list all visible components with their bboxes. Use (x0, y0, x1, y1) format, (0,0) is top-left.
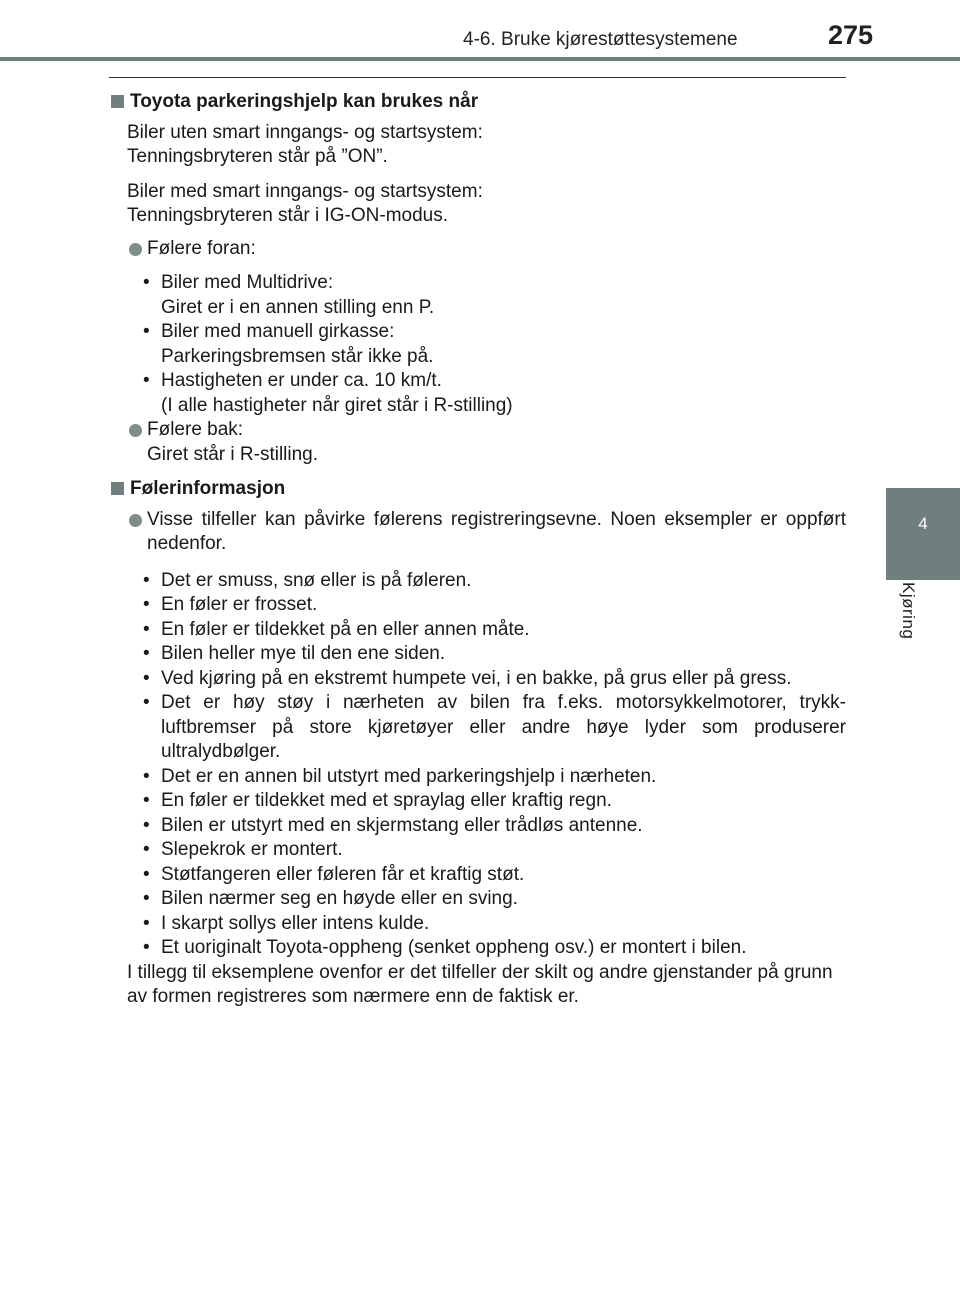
page-number: 275 (828, 20, 874, 50)
list-item-line: Hastigheten er under ca. 10 km/t. (161, 370, 442, 391)
list-item-text: Bilen heller mye til den ene siden. (161, 643, 446, 664)
list-item (141, 887, 846, 912)
bullet-dot-icon: • (143, 594, 150, 615)
bullet-dot-icon: • (143, 863, 150, 885)
list-item (141, 271, 846, 320)
list-item-text: I skarpt sollys eller intens kulde. (161, 912, 430, 934)
bullet-dot-icon: • (143, 765, 150, 787)
list-item (141, 691, 846, 765)
sensor-intro-item (109, 508, 846, 557)
paragraph-line: Tenningsbryteren står på ”ON”. (127, 146, 388, 167)
chapter-number: 4 (918, 514, 928, 533)
paragraph (109, 180, 846, 229)
list-item-text: Det er en annen bil utstyrt med parkeringshjelp i nærheten. (161, 765, 657, 787)
list-item-text: En føler er tildekket på en eller annen måte. (161, 618, 530, 640)
bullet-dot-icon: • (143, 692, 150, 713)
section-title (109, 90, 846, 115)
bullet-dot-icon: • (143, 370, 150, 391)
bullet-dot-icon: • (143, 569, 150, 591)
square-bullet-icon (111, 95, 124, 108)
list-item (141, 320, 846, 369)
content-divider (109, 77, 846, 78)
list-item-text: Det er smuss, snø eller is på føleren. (161, 569, 472, 591)
list-item-text: En føler er frosset. (161, 594, 318, 615)
paragraph (109, 121, 846, 170)
section-sensor-information (109, 477, 846, 1010)
list-item-text: Bilen nærmer seg en høyde eller en sving. (161, 888, 518, 909)
sensor-conditions-list (109, 569, 846, 961)
list-item (141, 863, 846, 888)
list-item (141, 838, 846, 863)
list-item-line: Giret er i en annen stilling enn P. (161, 296, 435, 318)
closing-paragraph: I tillegg til eksemplene ovenfor er det tilfeller der skilt og andre gjenstander på grunn av formen registreres som nærmere enn de faktisk er. (127, 961, 833, 1007)
page-content (109, 90, 846, 1010)
section-title-text: Følerinformasjon (130, 478, 286, 499)
list-item-text: Bilen er utstyrt med en skjermstang eller trådløs antenne. (161, 814, 643, 836)
paragraph-line: Biler med smart inngangs- og startsystem: (127, 180, 483, 202)
rear-sensors-text: Giret står i R-stilling. (147, 443, 319, 465)
list-item-line: Biler med manuell girkasse: (161, 321, 395, 342)
bullet-dot-icon: • (143, 839, 150, 860)
list-item-text: En føler er tildekket med et spraylag eller kraftig regn. (161, 790, 612, 811)
section-heading: 4-6. Bruke kjørestøttesystemene (463, 29, 738, 50)
list-item (141, 642, 846, 667)
section-title (109, 477, 846, 502)
bullet-dot-icon: • (143, 667, 150, 689)
list-item (141, 369, 846, 418)
circle-bullet-icon (129, 243, 142, 256)
paragraph-line: Tenningsbryteren står i IG-ON-modus. (127, 205, 449, 226)
list-item-line: Biler med Multidrive: (161, 272, 334, 293)
sensor-intro-text: Visse tilfeller kan påvirke følerens registreringsevne. Noen eksempler er oppført nedenfor. (147, 508, 846, 554)
chapter-label: Kjøring (899, 582, 918, 640)
list-item-line: Parkeringsbremsen står ikke på. (161, 345, 434, 367)
chapter-tab[interactable] (886, 488, 960, 580)
header-divider (0, 57, 960, 61)
page-header (0, 0, 960, 60)
square-bullet-icon (111, 482, 124, 495)
list-item (141, 936, 846, 961)
bullet-dot-icon: • (143, 321, 150, 342)
bullet-dot-icon: • (143, 814, 150, 836)
bullet-dot-icon: • (143, 272, 150, 293)
rear-sensors-item (109, 418, 846, 467)
front-sensors-item (109, 237, 846, 262)
front-sensors-list (109, 271, 846, 418)
bullet-dot-icon: • (143, 912, 150, 934)
paragraph-line: Biler uten smart inngangs- og startsystem: (127, 121, 483, 143)
list-item (141, 789, 846, 814)
list-item (141, 912, 846, 937)
list-item-text: Ved kjøring på en ekstremt humpete vei, i en bakke, på grus eller på gress. (161, 667, 792, 689)
section-title-text: Toyota parkeringshjelp kan brukes når (130, 91, 479, 112)
bullet-dot-icon: • (143, 888, 150, 909)
list-item (141, 814, 846, 839)
list-item (141, 667, 846, 692)
circle-bullet-icon (129, 514, 142, 527)
list-item (141, 765, 846, 790)
bullet-dot-icon: • (143, 643, 150, 664)
bullet-dot-icon: • (143, 618, 150, 640)
circle-bullet-icon (129, 424, 142, 437)
front-sensors-label: Følere foran: (147, 237, 256, 259)
list-item (141, 593, 846, 618)
list-item-text: Støtfangeren eller føleren får et kraftig støt. (161, 863, 525, 885)
bullet-dot-icon: • (143, 790, 150, 811)
list-item-text: Slepekrok er montert. (161, 839, 343, 860)
section-parking-assist-conditions (109, 90, 846, 467)
list-item-text: Et uoriginalt Toyota-oppheng (senket oppheng osv.) er montert i bilen. (161, 937, 747, 958)
list-item (141, 618, 846, 643)
bullet-dot-icon: • (143, 937, 150, 958)
list-item (141, 569, 846, 594)
list-item-text: Det er høy støy i nærheten av bilen fra f.eks. motorsykkelmotorer, trykk-luftbremser på store kjøretøyer eller andre høye lyder som produserer ultralydbølger. (161, 692, 846, 762)
list-item-line: (I alle hastigheter når giret står i R-stilling) (161, 394, 513, 416)
rear-sensors-label: Følere bak: (147, 419, 244, 440)
